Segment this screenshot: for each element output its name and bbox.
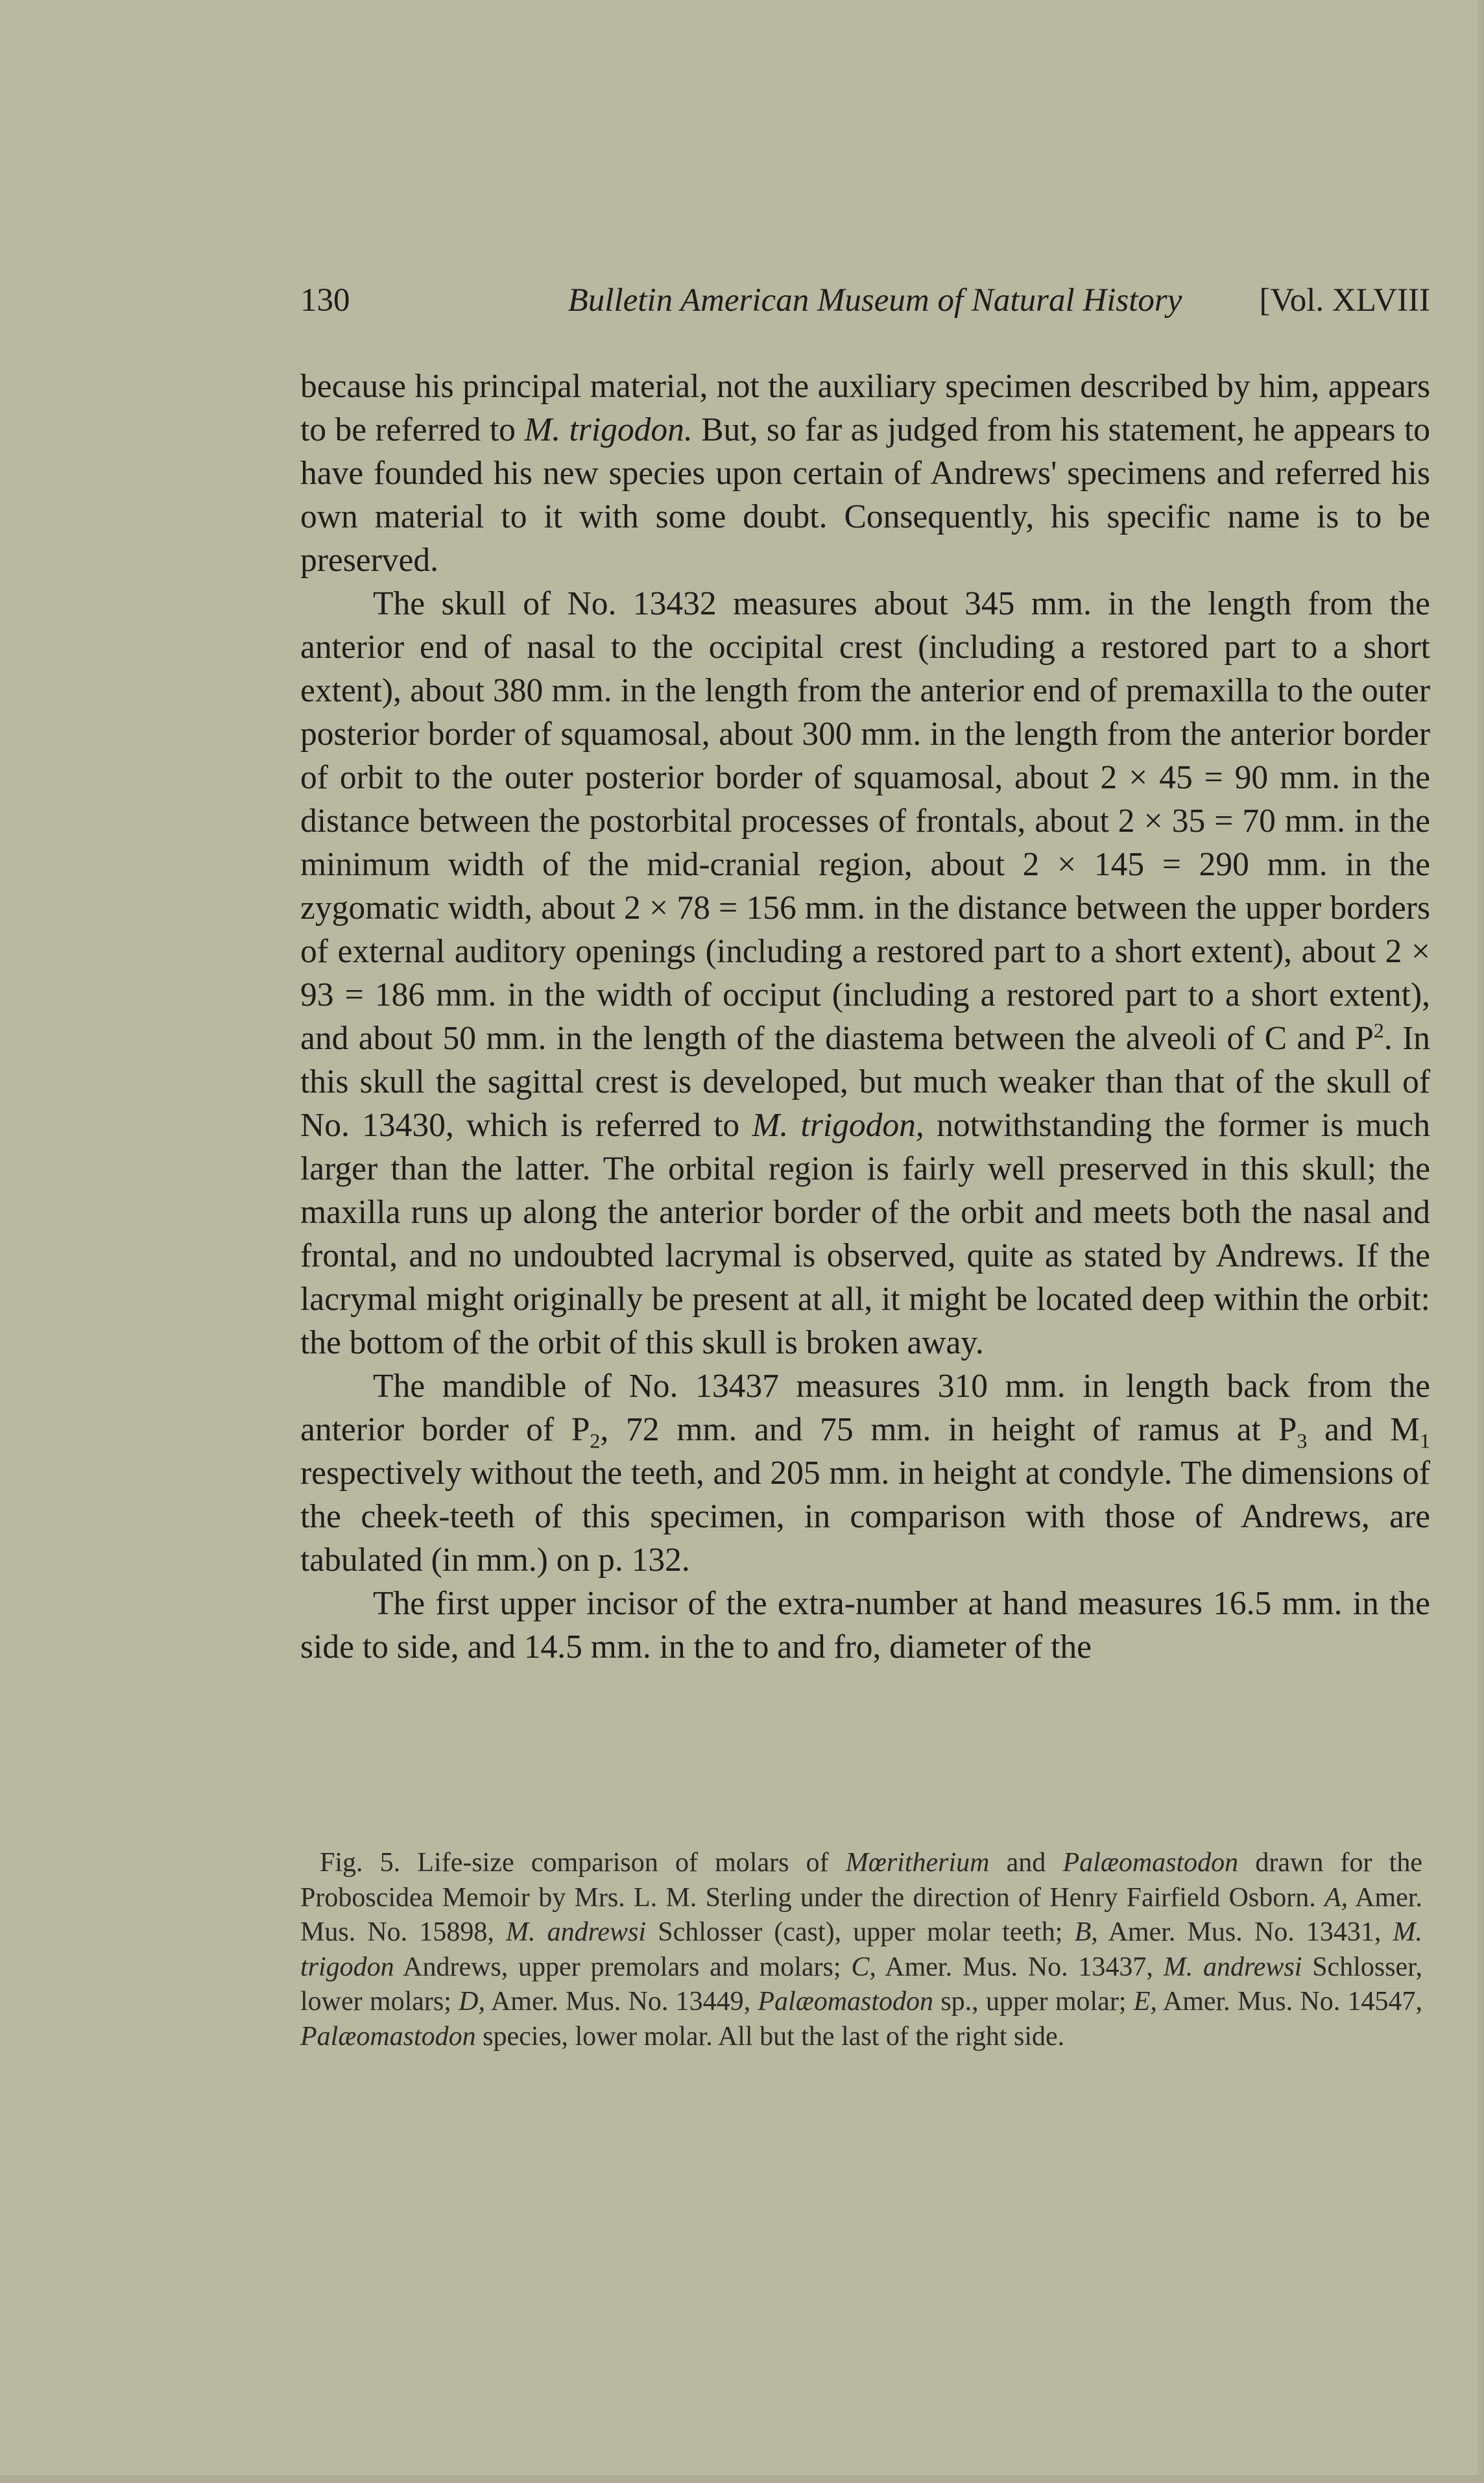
figure-letter: D, — [459, 1987, 485, 2017]
text-run: Fig. 5. Life-size comparison of molars of — [320, 1848, 846, 1878]
text-run: because his principal material, not the auxiliary specimen described by him, appears to be referred to — [300, 368, 1430, 448]
body-text — [300, 365, 1430, 1669]
running-head — [300, 282, 1430, 327]
journal-title: Bulletin American Museum of Natural History — [568, 282, 1182, 319]
text-run: . In this skull the sagittal crest is developed, but much weaker than that of the skull of No. 13430, which is referred to — [300, 1020, 1430, 1144]
text-run: Andrews, upper premolars and molars; — [394, 1952, 852, 1982]
species-name: M. andrewsi — [1163, 1952, 1302, 1982]
figure-letter: A, — [1324, 1882, 1348, 1913]
text-run: Amer. Mus. No. 13449, — [485, 1987, 758, 2017]
text-run: and — [989, 1848, 1063, 1878]
figure-caption — [300, 1846, 1422, 2054]
subscript: 3 — [1297, 1429, 1308, 1453]
genus-name: Mœritherium — [845, 1848, 990, 1878]
volume-label: [Vol. XLVIII — [1259, 282, 1430, 319]
text-run: Schlosser, lower molars; — [300, 1952, 1422, 2017]
superscript: 2 — [1373, 1019, 1384, 1042]
page-number: 130 — [300, 282, 350, 319]
caption-text — [300, 1846, 1422, 2054]
text-run: Amer. Mus. No. 15898, — [300, 1882, 1422, 1947]
text-run: drawn for the Proboscidea Memoir by Mrs. L. M. Sterling under the direction of Henry Fairfield Osborn. — [300, 1848, 1422, 1913]
figure-letter: E, — [1133, 1987, 1157, 2017]
text-run: Schlosser (cast), upper molar teeth; — [646, 1917, 1075, 1947]
paragraph-2 — [300, 582, 1430, 1364]
text-run: Amer. Mus. No. 14547, — [1156, 1987, 1423, 2017]
species-name: M. andrewsi — [505, 1917, 647, 1947]
text-run: species, lower molar. All but the last of the right side. — [475, 2021, 1065, 2052]
text-run: The skull of No. 13432 measures about 345 mm. in the length from the anterior end of nasal to the occipital crest (including a restored part to a short extent), about 380 mm. in the length from the anterior end of premaxilla to the outer posterior border of squamosal, about 300 mm. in the length from the anterior border of orbit to the outer posterior border of squamosal, about 2 × 45 = 90 mm. in the distance between the postorbital processes of frontals, about 2 × 35 = 70 mm. in the minimum width of the mid-cranial region, about 2 × 145 = 290 mm. in the zygomatic width, about 2 × 78 = 156 mm. in the distance between the upper borders of external auditory openings (including a restored part to a short extent), about 2 × 93 = 186 mm. in the width of occiput (including a restored part to a short extent), and about 50 mm. in the length of the diastema between the alveoli of C and P — [300, 585, 1430, 1057]
text-run: , 72 mm. and 75 mm. in height of ramus at P — [600, 1411, 1297, 1448]
subscript: 2 — [590, 1429, 601, 1453]
figure-letter: B, — [1074, 1917, 1098, 1947]
genus-name: Palæomastodon — [300, 2021, 476, 2052]
paragraph-1 — [300, 365, 1430, 582]
species-name: M. trigodon — [300, 1917, 1422, 1982]
text-run: The first upper incisor of the extra-number at hand measures 16.5 mm. in the side to side, and 14.5 mm. in the to and fro, diameter of the — [300, 1585, 1430, 1665]
paragraph-3 — [300, 1364, 1430, 1582]
text-run: But, so far as judged from his statement, he appears to have founded his new species upon certain of Andrews' specimens and referred his own material to it with some doubt. Consequently, his specific name is to be preserved. — [300, 411, 1431, 579]
text-run: and M — [1307, 1411, 1420, 1448]
genus-name: Palæomastodon — [1062, 1848, 1239, 1878]
text-run: sp., upper molar; — [933, 1987, 1134, 2017]
species-name: M. trigodon. — [524, 411, 693, 448]
paragraph-4 — [300, 1582, 1430, 1669]
bottom-edge — [0, 2475, 1484, 2483]
species-name: M. trigodon, — [752, 1107, 924, 1144]
figure-letter: C, — [851, 1952, 876, 1982]
text-run: The mandible of No. 13437 measures 310 mm. in length back from the anterior border of P — [300, 1368, 1430, 1448]
text-run: Amer. Mus. No. 13431, — [1097, 1917, 1393, 1947]
page-edge — [1478, 0, 1484, 2483]
text-run: Amer. Mus. No. 13437, — [876, 1952, 1164, 1982]
text-run: notwithstanding the former is much larger than the latter. The orbital region is fairly well preserved in this skull; the maxilla runs up along the anterior border of the orbit and meets both the nasal and frontal, and no undoubted lacrymal is observed, quite as stated by Andrews. If the lacrymal might originally be present at all, it might be located deep within the orbit: the bottom of the orbit of this skull is broken away. — [300, 1107, 1430, 1361]
genus-name: Palæomastodon — [758, 1987, 934, 2017]
text-run: respectively without the teeth, and 205 mm. in height at condyle. The dimensions of the cheek-teeth of this specimen, in comparison with those of Andrews, are tabulated (in mm.) on p. 132. — [300, 1455, 1430, 1579]
subscript: 1 — [1420, 1429, 1430, 1453]
